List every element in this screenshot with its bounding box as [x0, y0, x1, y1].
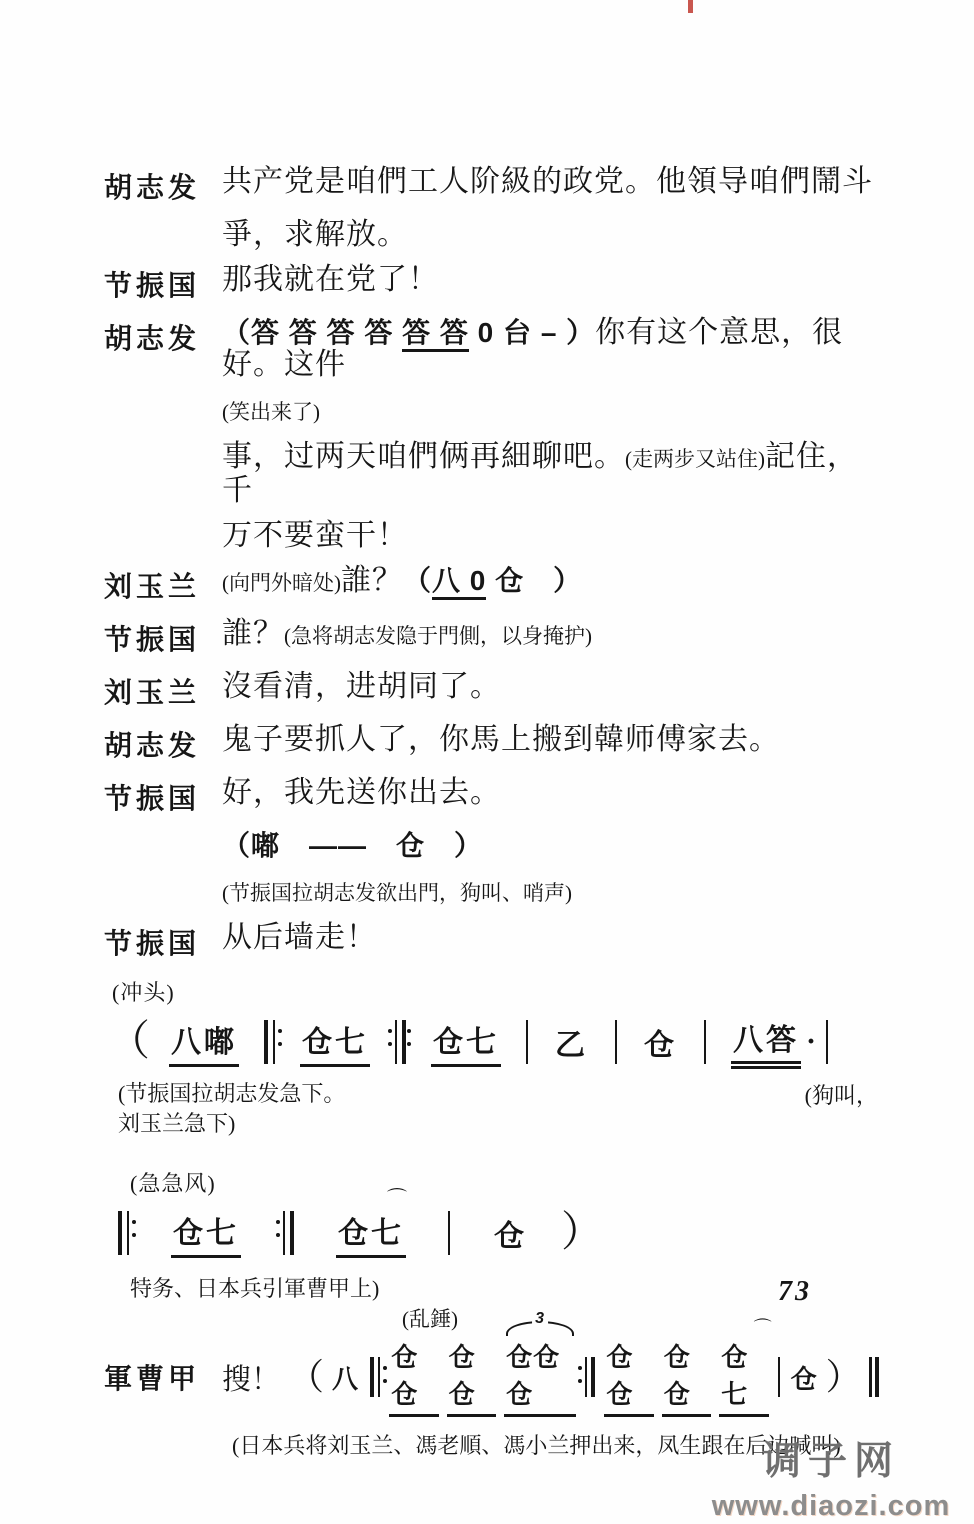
percussion-inline: （ — [403, 565, 433, 596]
barline-rbegin — [370, 1357, 380, 1397]
dialogue-row — [104, 724, 884, 764]
pattern-label-jijifeng: (急急风) — [130, 1171, 216, 1196]
speaker-name: 刘玉兰 — [104, 677, 201, 708]
speaker-name: 节振国 — [104, 270, 201, 301]
percussion-beat: 仓 — [644, 1029, 678, 1062]
dialogue-text: 那我就在党了！ — [222, 263, 439, 296]
percussion-line — [104, 1188, 884, 1264]
stage-direction: (向門外暗处) — [222, 571, 341, 595]
barline-rend — [585, 1357, 595, 1397]
percussion-beat: 仓仓仓 3 — [504, 1337, 576, 1417]
barline-rboth — [395, 1020, 406, 1064]
dialogue-row — [104, 166, 884, 206]
speaker-name: 节振国 — [104, 783, 201, 814]
watermark — [700, 1430, 962, 1523]
dialogue-row — [104, 264, 884, 304]
dialogue-row — [104, 394, 884, 428]
dialogue-cell — [222, 317, 884, 381]
percussion-beat: 仓仓 — [447, 1337, 496, 1417]
percussion-beat: 仓七 — [431, 1017, 501, 1067]
dialogue-text: 鬼子要抓人了，你馬上搬到韓师傅家去。 — [222, 723, 780, 756]
watermark-url: www.diaozi.com — [711, 1490, 951, 1522]
percussion-beat: 八嘟 — [169, 1017, 239, 1067]
percussion-beat: 仓七 ⌒ — [336, 1208, 406, 1258]
barline-rbegin — [118, 1211, 129, 1255]
dialogue-text: 共产党是咱們工人阶級的政党。他領导咱們鬧斗 — [222, 165, 873, 198]
dialogue-text: 記住，千 — [222, 440, 858, 507]
dialogue-cell — [222, 166, 884, 198]
barline-plain — [448, 1211, 450, 1255]
stage-direction-enter: 特务、日本兵引軍曹甲上) — [130, 1276, 380, 1301]
barline-rbegin — [264, 1020, 275, 1064]
stage-direction: (笑出来了) — [222, 400, 320, 424]
speaker-name: 节振国 — [104, 928, 201, 959]
dialogue-row — [104, 922, 884, 962]
dialogue-cell — [222, 830, 884, 862]
pattern-label-luanchui: (乱錘) — [402, 1307, 459, 1331]
dialogue-text: 从后墙走！ — [222, 921, 377, 954]
parenthesis: （ — [288, 1357, 325, 1397]
fermata-mark: ⌒ — [387, 1188, 410, 1210]
percussion-beat: 仓仓 — [662, 1337, 711, 1417]
stage-directions — [104, 1079, 884, 1139]
page-number: 73 — [778, 1276, 812, 1307]
dialogue-cell — [222, 724, 884, 756]
pattern-label-chongtou: (冲头) — [112, 980, 175, 1005]
dialogue-text: 誰？ — [341, 564, 403, 597]
speaker-name: 胡志发 — [104, 730, 201, 761]
parenthesis: ） — [825, 1357, 862, 1397]
percussion-beat: 仓七 — [171, 1208, 241, 1258]
percussion-inline: （嘟 —— 仓 ） — [222, 830, 484, 861]
dialogue-cell — [222, 441, 884, 507]
dialogue-text: 誰？ — [222, 617, 284, 650]
dialogue-row — [104, 219, 884, 251]
dialogue-cell — [222, 565, 884, 599]
dialogue-row — [104, 565, 884, 605]
percussion-line — [104, 1011, 884, 1073]
percussion-section-chongtou — [104, 976, 884, 1139]
dialogue-cell — [222, 922, 884, 954]
barline-plain — [704, 1020, 706, 1064]
percussion-inline: 仓 ） — [486, 565, 583, 596]
speaker-name: 刘玉兰 — [104, 571, 201, 602]
watermark-site-name: 调子网 — [761, 1440, 900, 1483]
dot-mark: · — [806, 1025, 817, 1058]
dialogue-row — [104, 875, 884, 909]
dialogue-row — [104, 830, 884, 862]
dialogue-cell — [222, 520, 884, 552]
barline-final — [869, 1357, 879, 1397]
speaker-name: 节振国 — [104, 624, 201, 655]
stage-direction: (节振国拉胡志发欲出門，狗叫、哨声) — [222, 881, 572, 905]
percussion-beat: 乙 — [555, 1029, 589, 1062]
parenthesis: ） — [561, 1210, 604, 1256]
triplet-number: 3 — [532, 1310, 548, 1328]
fermata-mark: ⌒ — [753, 1318, 773, 1338]
dialogue-row — [104, 520, 884, 552]
percussion-beat: 仓七 — [300, 1017, 370, 1067]
dialogue-text: 沒看清，进胡同了。 — [222, 670, 501, 703]
speaker-name: 胡志发 — [104, 323, 201, 354]
stage-direction-exit-2: 刘玉兰急下) — [118, 1111, 236, 1136]
dialogue — [104, 166, 884, 962]
dialogue-cell — [222, 394, 884, 428]
barline-plain — [615, 1020, 617, 1064]
percussion-beat: 仓仓 — [389, 1337, 438, 1417]
dialogue-text: 好，我先送你出去。 — [222, 776, 501, 809]
dialogue-text: 爭，求解放。 — [222, 218, 408, 251]
dialogue-cell — [222, 777, 884, 809]
stage-direction: (急将胡志发隐于門側，以身掩护) — [284, 624, 592, 648]
dialogue-text: 事，过两天咱們俩再細聊吧。 — [222, 440, 625, 473]
speaker-name: 軍曹甲 — [104, 1363, 201, 1394]
dialogue-text: 万不要蛮干！ — [222, 519, 408, 552]
dialogue-row — [104, 317, 884, 381]
dialogue-cell — [222, 618, 884, 652]
percussion-beat: 八答 — [731, 1015, 801, 1069]
percussion-beat: 仓 — [790, 1363, 818, 1394]
stage-direction-exit-1: (节振国拉胡志发急下。 — [118, 1081, 346, 1106]
percussion-section-jijifeng — [104, 1167, 884, 1303]
barline-plain — [778, 1357, 780, 1397]
stage-direction-capture: (日本兵将刘玉兰、馮老順、馮小兰押出来，凤生跟在后边喊叫) — [232, 1433, 841, 1458]
percussion-line — [286, 1307, 884, 1417]
dialogue-row — [104, 441, 884, 507]
parenthesis: （ — [108, 1019, 151, 1065]
stage-direction-dog-bark: (狗叫， — [804, 1083, 878, 1108]
percussion-beat: 仓 — [494, 1220, 527, 1253]
percussion-inline: 0 台 – ） — [468, 317, 596, 348]
percussion-beat: 八 — [332, 1363, 360, 1394]
dialogue-cell — [222, 219, 884, 251]
barline-plain — [526, 1020, 528, 1064]
percussion-inline: 答 答 — [402, 317, 469, 352]
barline-plain — [826, 1020, 828, 1064]
dialogue-cell — [222, 264, 884, 296]
barline-rend — [283, 1211, 294, 1255]
dialogue-row — [104, 671, 884, 711]
percussion-inline: （答 答 答 答 — [222, 317, 403, 348]
stage-direction: (走两步又站住) — [625, 447, 765, 471]
dialogue-row — [104, 618, 884, 658]
dialogue-cell — [222, 875, 884, 909]
dialogue-row — [104, 777, 884, 817]
percussion-beat: 仓七 ⌒ — [719, 1337, 768, 1417]
dialogue-text: 你有这个意思，很好。这件 — [222, 316, 844, 381]
percussion-beat: 仓仓 — [604, 1337, 653, 1417]
dialogue-cell — [222, 671, 884, 703]
scan-artifact — [688, 0, 693, 13]
percussion-inline: 八 0 — [432, 565, 486, 600]
dialogue-text: 搜！ — [222, 1363, 281, 1396]
speaker-name: 胡志发 — [104, 172, 201, 203]
